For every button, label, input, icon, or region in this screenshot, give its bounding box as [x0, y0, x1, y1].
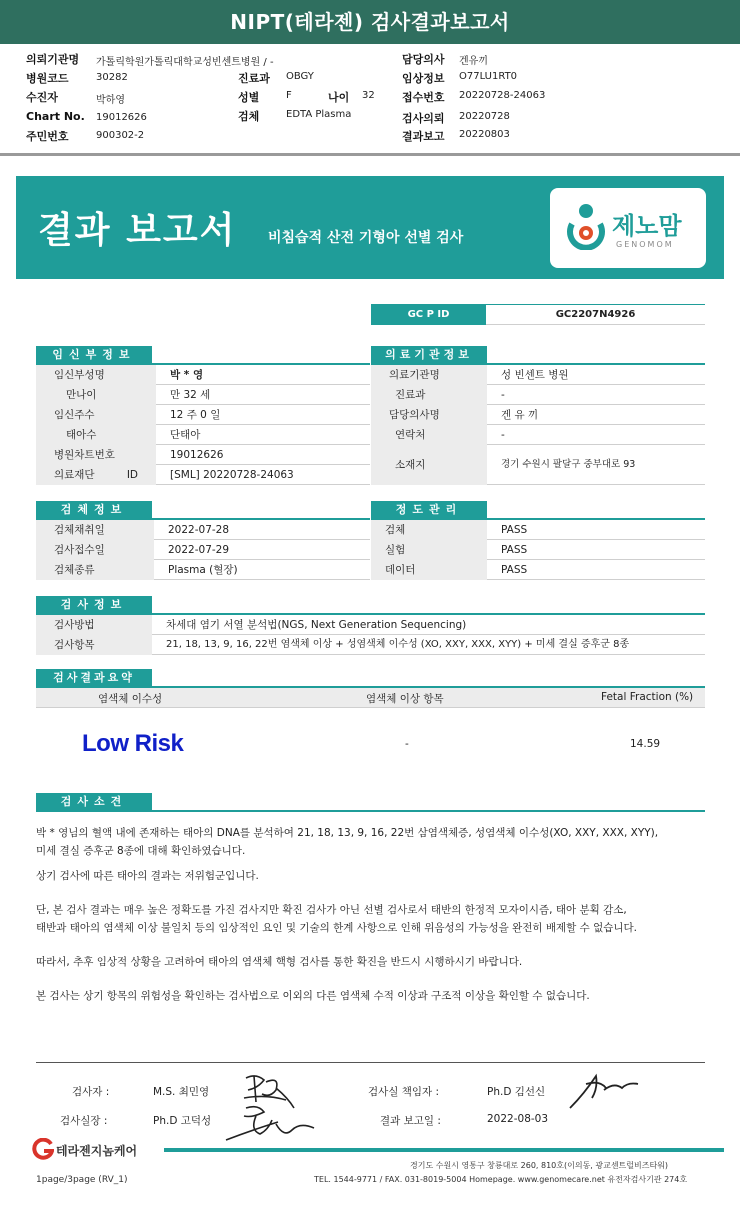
theragen-logo-icon [32, 1138, 54, 1160]
dept-value: OBGY [286, 71, 314, 82]
row-key: 검사접수일 [36, 540, 154, 560]
chart-no-label: Chart No. [26, 110, 85, 123]
table-row [36, 635, 705, 655]
institution-label: 의뢰기관명 [26, 53, 80, 66]
table-row [36, 445, 370, 465]
banner-title: 결과 보고서 [38, 210, 237, 251]
row-value: 2022-07-29 [168, 544, 230, 556]
qc-section-title: 정도관리 [371, 501, 487, 518]
logo-text: 제노맘 [612, 212, 682, 240]
report-date-value: 20220803 [459, 129, 510, 140]
row-key: 검체 [371, 520, 487, 540]
row-value: 만 32 세 [170, 389, 211, 401]
row-value: 12 주 0 일 [170, 409, 221, 421]
institution-value: 가톨릭학원가톨릭대학교성빈센트병원 / - [96, 57, 274, 68]
footer-brand-bar [164, 1148, 724, 1152]
row-value: 박 * 영 [170, 369, 204, 381]
finding-paragraph-3 [36, 901, 716, 937]
row-value: - [501, 429, 505, 441]
lab-head-label: 검사실장 : [60, 1115, 108, 1127]
specimen-label: 검체 [238, 110, 260, 123]
table-row [36, 560, 370, 580]
institution-section-title: 의료기관정보 [371, 346, 487, 363]
row-key: 태아수 [36, 425, 156, 445]
document-title: NIPT(테라젠) 검사결과보고서 [0, 0, 740, 44]
signature-divider [36, 1062, 705, 1063]
gcp-id-value: GC2207N4926 [486, 305, 705, 325]
summary-col-abnormal: 염색체 이상 항목 [366, 693, 444, 705]
specimen-value: EDTA Plasma [286, 109, 352, 120]
summary-col-aneuploidy: 염색체 이수성 [98, 693, 163, 705]
summary-abnormal-value: - [405, 738, 409, 750]
doctor-label: 담당의사 [402, 53, 445, 66]
row-key: 연락처 [371, 425, 487, 445]
banner-subtitle: 비침습적 산전 기형아 선별 검사 [268, 230, 464, 246]
row-key: 만나이 [36, 385, 156, 405]
table-row [36, 385, 370, 405]
row-value: Plasma (혈장) [168, 564, 238, 576]
row-key: 임신부성명 [36, 365, 156, 385]
table-row [36, 365, 370, 385]
table-row [36, 615, 705, 635]
row-value: [SML] 20220728-24063 [170, 469, 294, 481]
row-key: 데이터 [371, 560, 487, 580]
finding-line: 태반과 태아의 염색체 이상 불일치 등의 임상적인 요인 및 기술의 한계 사항으로 인해 위음성의 가능성을 완전히 배제할 수 없습니다. [36, 922, 637, 934]
footer-page-number: 1page/3page (RV_1) [36, 1175, 128, 1185]
request-date-value: 20220728 [459, 111, 510, 122]
row-key: 검사항목 [36, 635, 152, 655]
patient-value: 박하영 [96, 95, 125, 106]
summary-col-fetal-fraction: Fetal Fraction (%) [601, 691, 694, 703]
tester-label: 검사자 : [72, 1086, 110, 1098]
row-key: 의료재단 ID [36, 465, 156, 485]
row-key: 임신주수 [36, 405, 156, 425]
finding-paragraph-4: 따라서, 추후 임상적 상황을 고려하여 태아의 염색체 핵형 검사를 통한 확진을 반드시 시행하시기 바랍니다. [36, 956, 523, 968]
table-row [371, 560, 705, 580]
footer-address: 경기도 수원시 영통구 창룡대로 260, 810호(이의동, 광교센트럴비즈타워) [410, 1161, 669, 1170]
director-signature [566, 1068, 646, 1112]
finding-line: 단, 본 검사 결과는 매우 높은 정확도를 가진 검사지만 확진 검사가 아닌 선별 검사로서 태반의 한정적 모자이시즘, 태아 분획 감소, [36, 904, 627, 916]
finding-line: 박 * 영님의 혈액 내에 존재하는 태아의 DNA를 분석하여 21, 18, 13, 9, 16, 22번 삼염색체증, 성염색체 이수성(XO, XXY, XXX, XYY), [36, 827, 659, 839]
footer-brand: 테라젠지놈케어 [56, 1144, 138, 1158]
result-low-risk: Low Risk [82, 730, 184, 757]
row-value: - [501, 389, 505, 401]
row-value: PASS [501, 524, 528, 536]
genomom-logo-icon [564, 202, 608, 250]
row-key: 병원차트번호 [36, 445, 156, 465]
table-row [36, 465, 370, 485]
row-key: 실험 [371, 540, 487, 560]
test-section-title: 검사정보 [36, 596, 152, 613]
gcp-id-label: GC P ID [371, 305, 486, 325]
receipt-label: 접수번호 [402, 91, 445, 104]
table-row [36, 520, 370, 540]
request-date-label: 검사의뢰 [402, 112, 445, 125]
row-value: 19012626 [170, 449, 224, 461]
director-name: Ph.D 김선신 [487, 1086, 546, 1098]
table-row [371, 540, 705, 560]
table-row [371, 520, 705, 540]
table-row [371, 365, 705, 385]
lab-head-signature [222, 1100, 318, 1146]
resident-no-label: 주민번호 [26, 130, 69, 143]
row-value: 2022-07-28 [168, 524, 230, 536]
specimen-section-title: 검체정보 [36, 501, 152, 518]
age-label: 나이 [328, 91, 350, 104]
findings-section-title: 검사소견 [36, 793, 152, 810]
table-row [371, 425, 705, 445]
row-value: PASS [501, 544, 528, 556]
report-date-sig-label: 결과 보고일 : [380, 1115, 441, 1127]
dept-label: 진료과 [238, 72, 270, 85]
summary-header-row [36, 688, 705, 708]
tester-name: M.S. 최민영 [153, 1086, 210, 1098]
table-row [371, 445, 705, 485]
patient-label: 수진자 [26, 91, 58, 104]
director-label: 검사실 책임자 : [368, 1086, 440, 1098]
sex-label: 성별 [238, 91, 260, 104]
findings-section-line [36, 810, 705, 812]
summary-section-title: 검사결과요약 [36, 669, 152, 686]
pregnant-section-title: 임신부정보 [36, 346, 152, 363]
genomom-logo [550, 188, 706, 268]
row-key: 검체채취일 [36, 520, 154, 540]
sex-value: F [286, 90, 292, 101]
clinical-label: 임상정보 [402, 72, 445, 85]
table-row [36, 405, 370, 425]
row-value: 단태아 [170, 429, 201, 441]
request-info-panel [0, 44, 740, 156]
report-date-label: 결과보고 [402, 130, 445, 143]
summary-fetal-fraction-value: 14.59 [630, 738, 661, 750]
report-banner [16, 176, 724, 279]
lab-head-name: Ph.D 고덕성 [153, 1115, 212, 1127]
finding-line: 미세 결실 증후군 8종에 대해 확인하였습니다. [36, 845, 246, 857]
hospital-code-value: 30282 [96, 72, 128, 83]
row-value: 겐 유 끼 [501, 409, 539, 421]
doctor-value: 겐유끼 [459, 56, 488, 67]
row-key: 담당의사명 [371, 405, 487, 425]
finding-paragraph-2: 상기 검사에 따른 태아의 결과는 저위험군입니다. [36, 870, 259, 882]
row-key: 소재지 [371, 445, 487, 485]
age-value: 32 [362, 90, 375, 101]
footer-contact: TEL. 1544-9771 / FAX. 031-8019-5004 Homepage. www.genomecare.net 유전자검사기관 274호 [314, 1175, 688, 1184]
row-key: 검체종류 [36, 560, 154, 580]
chart-no-value: 19012626 [96, 112, 147, 123]
hospital-code-label: 병원코드 [26, 72, 69, 85]
row-key: 의료기관명 [371, 365, 487, 385]
table-row [371, 405, 705, 425]
row-value: PASS [501, 564, 528, 576]
row-value: 성 빈센트 병원 [501, 369, 569, 381]
row-value: 차세대 염기 서열 분석법(NGS, Next Generation Sequencing) [166, 619, 467, 631]
resident-no-value: 900302-2 [96, 130, 145, 141]
logo-subtext: GENOMOM [616, 240, 674, 249]
row-value: 21, 18, 13, 9, 16, 22번 염색체 이상 + 성염색체 이수성 (XO, XXY, XXX, XYY) + 미세 결실 증후군 8종 [166, 639, 630, 650]
finding-paragraph-1 [36, 824, 716, 860]
clinical-value: O77LU1RT0 [459, 71, 518, 82]
report-date-sig-value: 2022-08-03 [487, 1113, 549, 1125]
row-value: 경기 수원시 팔달구 중부대로 93 [501, 459, 636, 470]
row-key: 진료과 [371, 385, 487, 405]
receipt-value: 20220728-24063 [459, 90, 546, 101]
row-key: 검사방법 [36, 615, 152, 635]
table-row [36, 540, 370, 560]
table-row [36, 425, 370, 445]
table-row [371, 385, 705, 405]
finding-paragraph-5: 본 검사는 상기 항목의 위험성을 확인하는 검사법으로 이외의 다른 염색체 수적 이상과 구조적 이상을 확인할 수 없습니다. [36, 990, 590, 1002]
